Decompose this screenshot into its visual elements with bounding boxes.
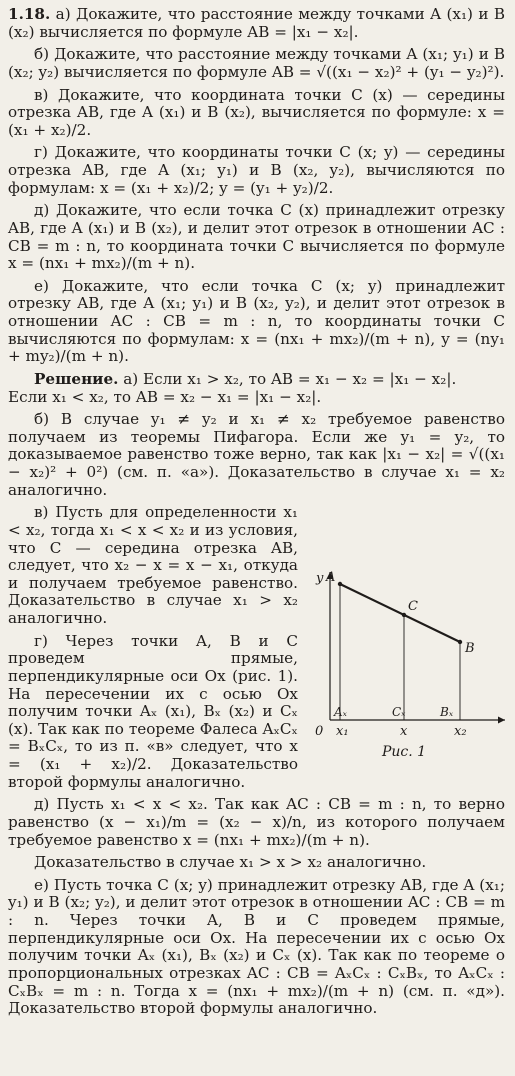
solution-a2: Если x₁ < x₂, то AB = x₂ − x₁ = |x₁ − x₂|. [8, 387, 322, 406]
problem-d: г) Докажите, что координаты точки C (x; y) — середины отрезка AB, где A (x₁; y₁) и B (x₂, y₂), вычисляются по формулам: x = (x₁ + x₂)/2; y = (y₁ + y₂)/2. [8, 143, 505, 197]
x-axis-arrow [498, 717, 505, 724]
point-a [338, 582, 342, 586]
label-c: C [408, 599, 418, 614]
point-c [402, 613, 406, 617]
label-x2: x₂ [454, 724, 467, 739]
solution-f: е) Пусть точка C (x; y) принадлежит отрезку AB, где A (x₁; y₁) и B (x₂; y₂), и делит этот отрезок в отношении AC : CB = m : n. Через точки A, B и C проведем прямые, перпендикулярные оси Ox. На пересечении их с осью Ox получим точки Aₓ (x₁), Bₓ (x₂) и Cₓ (x). Так как по теореме о пропорциональных отрезках AC : CB = AₓCₓ : CₓBₓ, то AₓCₓ : CₓBₓ = m : n. Тогда x = (nx₁ + mx₂)/(m + n) (см. п. «д»). Доказательство второй формулы аналогично. [8, 875, 505, 1018]
problem-c: в) Докажите, что координата точки C (x) — середины отрезка AB, где A (x₁) и B (x₂), вычисляется по формуле: x = (x₁ + x₂)/2. [8, 85, 505, 139]
problem-a-text: а) Докажите, что расстояние между точками A (x₁) и B (x₂) вычисляется по формуле AB = |x₁ − x₂|. [8, 5, 506, 41]
solution-b: б) В случае y₁ ≠ y₂ и x₁ ≠ x₂ требуемое равенство получаем из теоремы Пифагора. Если же y₁ = y₂, то доказываемое равенство тоже верно, так как |x₁ − x₂| = √((x₁ − x₂)² + 0²) (см. п. «а»). Доказательство в случае x₁ = x₂ аналогично. [8, 410, 505, 499]
solution-e1: д) Пусть x₁ < x < x₂. Так как AC : CB = m : n, то верно равенство (x − x₁)/m = (x₂ − x)/n, из которого получаем требуемое равенство x = (nx₁ + mx₂)/(m + n). [8, 795, 505, 849]
problem-number: 1.18. [8, 5, 51, 23]
label-a: A [326, 570, 336, 585]
solution-c: в) Пусть для определенности x₁ < x₂, тогда x₁ < x < x₂ и из условия, что C — середина отрезка AB, следует, что x₂ − x = x − x₁, откуда и получаем требуемое равенство. Доказательство в случае x₁ > x₂ аналогично. [8, 503, 298, 627]
label-x: x [400, 724, 408, 739]
problem-e: д) Докажите, что если точка C (x) принадлежит отрезку AB, где A (x₁) и B (x₂), и делит этот отрезок в отношении AC : CB = m : n, то координата точки C вычисляется по формуле x = (nx₁ + mx₂)/(m + n). [8, 201, 505, 273]
label-origin: 0 [315, 724, 324, 739]
label-b: B [465, 641, 475, 656]
problem-f: е) Докажите, что если точка C (x; y) принадлежит отрезку AB, где A (x₁; y₁) и B (x₂, y₂), и делит этот отрезок в отношении AC : CB = m : n, то координаты точки C вычисляются по формулам: x = (nx₁ + mx₂)/(m + n), y = (ny₁ + my₂)/(m + n). [8, 276, 505, 366]
solution-e2: Доказательство в случае x₁ > x > x₂ аналогично. [34, 853, 427, 872]
solution-d: г) Через точки A, B и C проведем прямые, перпендикулярные оси Ox (рис. 1). На пересечении их с осью Ox получим точки Aₓ (x₁), Bₓ (x₂) и Cₓ (x). Так как по теореме Фалеса AₓCₓ = BₓCₓ, то из п. «в» следует, что x = (x₁ + x₂)/2. Доказательство второй формулы аналогично. [8, 631, 298, 791]
solution-heading: Решение. [34, 369, 119, 388]
label-cx: Cₓ [392, 705, 406, 719]
label-bx: Bₓ [440, 705, 454, 719]
label-ax: Aₓ [334, 705, 347, 719]
solution-a1: а) Если x₁ > x₂, то AB = x₁ − x₂ = |x₁ − x₂|. [123, 369, 457, 388]
label-x1: x₁ [336, 724, 349, 739]
segment-ab [340, 584, 460, 642]
figure-caption: Рис. 1 [382, 744, 427, 760]
label-y: y [316, 571, 324, 586]
figure-1 [300, 560, 514, 760]
problem-a [8, 6, 505, 41]
coordinate-diagram [300, 560, 514, 760]
point-b [458, 640, 462, 644]
solution-a [8, 371, 505, 406]
problem-b: б) Докажите, что расстояние между точками A (x₁; y₁) и B (x₂; y₂) вычисляется по формуле AB = √((x₁ − x₂)² + (y₁ − y₂)²). [8, 45, 505, 81]
